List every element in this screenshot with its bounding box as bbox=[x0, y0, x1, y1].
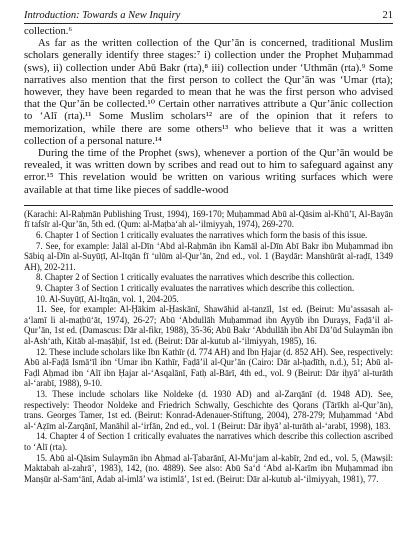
page-number: 21 bbox=[382, 10, 393, 21]
running-header bbox=[24, 10, 393, 24]
page bbox=[24, 10, 393, 484]
running-title: Introduction: Towards a New Inquiry bbox=[24, 10, 181, 21]
footnote-separator bbox=[24, 205, 393, 206]
footnote: (Karachi: Al-Raḥmān Publishing Trust, 1994), 169-170; Muḥammad Abū al-Qāsim al-Khū’ī, Al-Bayān fī tafsīr al-Qur’ān, 5th ed. (Qum: al-Maṭba‘ah al-‘ilmiyyah, 1974), 269-270. bbox=[24, 208, 393, 230]
main-text bbox=[24, 26, 393, 197]
footnote: 9. Chapter 3 of Section 1 critically evaluates the narratives which describe this collection. bbox=[36, 283, 355, 293]
footnote: 6. Chapter 1 of Section 1 critically evaluates the narratives which form the basis of this issue. bbox=[36, 230, 368, 241]
footnote: 8. Chapter 2 of Section 1 critically evaluates the narratives which describe this collection. bbox=[36, 272, 355, 283]
footnote: 13. These include scholars like Noldeke (d. 1930 AD) and al-Zarqānī (d. 1948 AD). See, respectively: Theodor Noldeke and Friedrich Schwally, Geschichte des Qorans (Tārīkh al-Qur’ān), trans. Georges Tamer, 1st ed. (Beirut: Konrad-Adenauer-Stiftung, 2004), 278-279; Muḥammad ‘Abd al-‘Aẓīm al-Zarqānī, Manāhil al-‘irfān, 2nd ed., vol. 1 (Beirut: Dār iḥyā’ al-turāth al-‘arabī, 1998), 183. bbox=[24, 388, 393, 431]
footnotes bbox=[24, 209, 393, 484]
footnote: 7. See, for example: Jalāl al-Dīn ‘Abd al-Raḥmān ibn Kamāl al-Dīn Abī Bakr ibn Muḥammad ibn Sābiq al-Dīn al-Suyūṭī, Al-Itqān fī ‘ulūm al-Qur’ān, 2nd ed., vol. 1 (Baydār: Manshūrāt al-raḍī, 1349 AH), 202-211. bbox=[24, 240, 393, 272]
footnote: 12. These include scholars like Ibn Kathīr (d. 774 AH) and Ibn Ḥajar (d. 852 AH). See, respectively: Abū al-Faḍā Ismā‘īl ibn ‘Umar ibn Kathīr, Faḍā’il al-Qur’ān (Cairo: Dār al-ḥadīth, n.d.), 51; Abū al-Faḍl Aḥmad ibn ‘Alī ibn Ḥajar al-‘Asqalānī, Fatḥ al-Bārī, 4th ed., vol. 9 (Beirut: Dār iḥyā’ al-turāth al-‘arabī, 1988), 9-10. bbox=[24, 346, 393, 389]
body-paragraph: During the time of the Prophet (sws), whenever a portion of the Qur’ān would be revealed, it was written down by scribes and read out to him to safeguard against any error.¹⁵ This revelation would be written on various writing surfaces which were available at that time like pieces of saddle-wood bbox=[24, 148, 393, 196]
footnote: 14. Chapter 4 of Section 1 critically evaluates the narratives which describe this collection ascribed to ‘Alī (rta). bbox=[24, 431, 393, 452]
footnote: 11. See, for example: Al-Ḥākim al-Ḥaskānī, Shawāhid al-tanzīl, 1st ed. (Beirut: Mu’assasah al-a‘lamī li al-maṭbū‘āt, 1974), 26-27; Abū ‘Abdullāh Muḥammad ibn Ayyūb ibn Durays, Faḍā’il al-Qur’ān, 1st ed. (Damascus: Dār al-fikr, 1988), 35-36; Abū Bakr ‘Abdullāh ibn Abī Dā’ūd Sulaymān ibn al-Ash‘ath, Kitāb al-maṣāḥif, 1st ed. (Beirut: Dār al-kutub al-‘ilmiyyah, 1985), 16. bbox=[24, 304, 393, 346]
footnote: 10. Al-Suyūṭī, Al-Itqān, vol. 1, 204-205. bbox=[36, 293, 179, 304]
footnote: 15. Abū al-Qāsim Sulaymān ibn Aḥmad al-Ṭabarānī, Al-Mu‘jam al-kabīr, 2nd ed., vol. 5, (Mawṣil: Maktabah al-zahrā’, 1983), 142, (no. 4889). See also: Abū Sa‘d ‘Abd al-Karīm ibn Muḥammad ibn Manṣūr al-Sam‘ānī, Adab al-imlā’ wa istimlā’, 1st ed. (Beirut: Dār al-kutub al-‘ilmiyyah, 1981), 77. bbox=[24, 452, 393, 484]
body-paragraph: collection.⁶ bbox=[24, 26, 73, 37]
body-paragraph: As far as the written collection of the Qur’ān is concerned, traditional Muslim scholars generally identify three stages:⁷ i) collection under the Prophet Muḥammad (sws), ii) collection under Abū Bakr (rta),⁸ iii) collection under ‘Uthmān (rta).⁹ Some narratives also mention that the first person to collect the Qur’ān was ‘Umar (rta); however, they have been regarded to mean that he was the first person who advised that the Qur’ān be collected.¹⁰ Certain other narratives attribute a Qur’ānic collection to ‘Alī (rta).¹¹ Some Muslim scholars¹² are of the opinion that it refers to memorization, while there are some others¹³ who believe that it was a written collection of a personal nature.¹⁴ bbox=[24, 38, 393, 147]
